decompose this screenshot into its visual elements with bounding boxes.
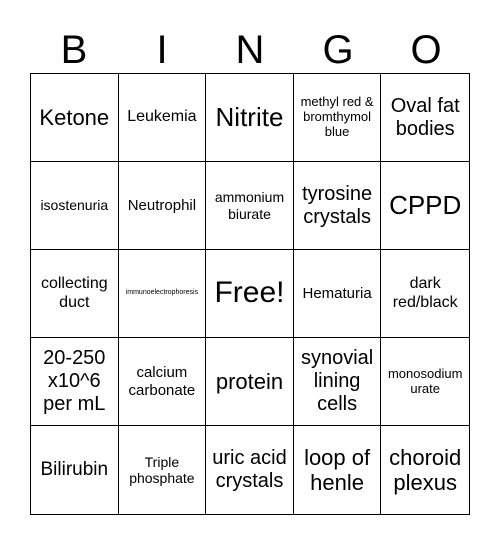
bingo-cell[interactable]: ammonium biurate	[206, 162, 294, 250]
bingo-cell[interactable]: isostenuria	[31, 162, 119, 250]
bingo-cell[interactable]: uric acid crystals	[206, 426, 294, 514]
bingo-card-grid	[30, 73, 470, 515]
free-space-cell[interactable]: Free!	[206, 250, 294, 338]
bingo-cell[interactable]: immunoelectrophoresis	[119, 250, 207, 338]
bingo-cell[interactable]: loop of henle	[294, 426, 382, 514]
bingo-cell[interactable]: Neutrophil	[119, 162, 207, 250]
bingo-header	[30, 26, 470, 74]
header-letter-i: I	[156, 28, 168, 72]
bingo-cell[interactable]: protein	[206, 338, 294, 426]
bingo-cell[interactable]: methyl red & bromthymol blue	[294, 74, 382, 162]
header-letter-o: O	[410, 28, 442, 72]
bingo-cell[interactable]: synovial lining cells	[294, 338, 382, 426]
bingo-cell[interactable]: calcium carbonate	[119, 338, 207, 426]
header-letter-b: B	[60, 28, 88, 72]
bingo-cell[interactable]: Bilirubin	[31, 426, 119, 514]
header-letter-g: G	[322, 28, 354, 72]
header-letter-n: N	[235, 28, 265, 72]
bingo-cell[interactable]: monosodium urate	[381, 338, 469, 426]
bingo-cell[interactable]: Hematuria	[294, 250, 382, 338]
bingo-cell[interactable]: dark red/black	[381, 250, 469, 338]
bingo-cell[interactable]: 20-250 x10^6 per mL	[31, 338, 119, 426]
bingo-cell[interactable]: Oval fat bodies	[381, 74, 469, 162]
bingo-cell[interactable]: tyrosine crystals	[294, 162, 382, 250]
bingo-cell[interactable]: Triple phosphate	[119, 426, 207, 514]
bingo-cell[interactable]: choroid plexus	[389, 444, 462, 495]
bingo-cell[interactable]: Nitrite	[206, 74, 294, 162]
bingo-cell[interactable]: CPPD	[381, 162, 469, 250]
bingo-cell[interactable]: Leukemia	[119, 74, 207, 162]
bingo-cell[interactable]: collecting duct	[31, 250, 119, 338]
bingo-cell[interactable]: Ketone	[31, 74, 119, 162]
